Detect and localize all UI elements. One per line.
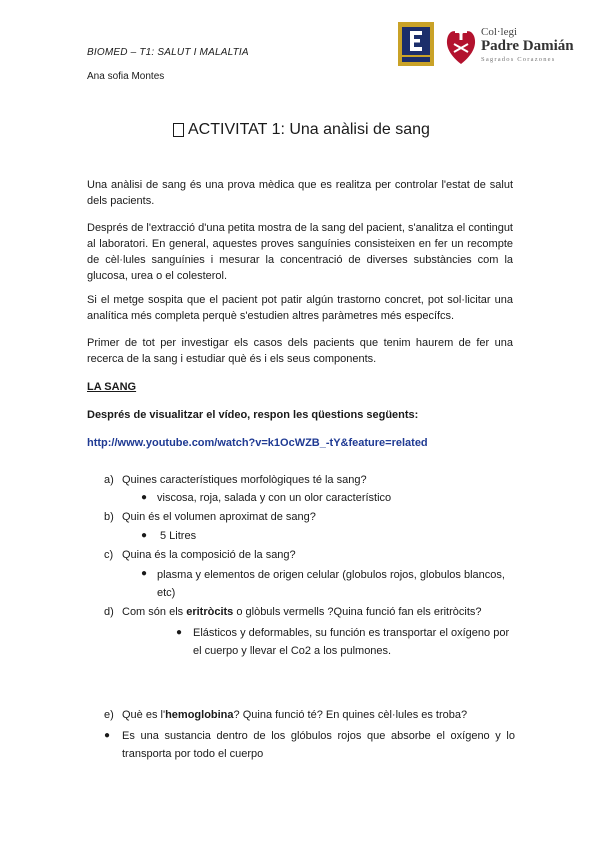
- intro-paragraph-4: Primer de tot per investigar els casos dels pacients que tenim haurem de fer una recerca de la sang i estudiar què és i els seus components.: [87, 337, 513, 365]
- question-d-bold-term: eritròcits: [186, 606, 234, 618]
- e-letter-logo-icon: [398, 22, 434, 66]
- answer-c: plasma y elementos de origen celular (globulos rojos, globulos blancos, etc): [157, 569, 505, 599]
- bullet-icon: ●: [176, 627, 183, 638]
- intro-paragraph-3: Si el metge sospita que el pacient pot patir algún trastorno concret, pot sol·licitar una analítica més completa perquè s'estudien altres paràmetres més específcs.: [87, 294, 513, 322]
- bullet-icon: ●: [141, 492, 148, 503]
- question-e-text: [122, 709, 467, 721]
- question-d-text: [122, 606, 482, 618]
- author-name: Ana sofia Montes: [87, 71, 165, 82]
- question-label: d): [104, 606, 114, 618]
- course-header: BIOMED – T1: SALUT I MALALTIA: [87, 47, 249, 58]
- school-name: Padre Damián: [481, 38, 574, 54]
- question-label: b): [104, 511, 114, 523]
- bullet-icon: ●: [141, 568, 148, 579]
- school-tagline: Sagrados Corazones: [481, 56, 556, 63]
- sacred-hearts-crest-icon: [444, 24, 478, 66]
- page-title: ACTIVITAT 1: Una anàlisi de sang: [188, 121, 430, 138]
- school-label-small: Col·legi: [481, 26, 518, 38]
- question-label: c): [104, 549, 114, 561]
- video-link[interactable]: http://www.youtube.com/watch?v=k1OcWZB_-tY&feature=related: [87, 437, 428, 449]
- question-d-text-end: o glòbuls vermells ?Quina funció fan els eritròcits?: [233, 606, 482, 618]
- answer-e: Es una sustancia dentro de los glóbulos rojos que absorbe el oxígeno y lo transporta por todo el cuerpo: [122, 730, 515, 760]
- instruction-text: Després de visualitzar el vídeo, respon les qüestions següents:: [87, 409, 419, 421]
- bullet-icon: ●: [141, 530, 148, 541]
- question-e-text-end: ? Quina funció té? En quines cèl·lules es troba?: [233, 709, 468, 721]
- question-e-text-start: Què es l': [122, 709, 166, 721]
- question-label: a): [104, 474, 114, 486]
- intro-paragraph-2: Després de l'extracció d'una petita mostra de la sang del pacient, s'analitza el contingut al laboratori. En general, aquestes proves sanguínies consisteixen en fer un recompte de cèl·lules sanguínies i mesurar la concentració de diverses substàncies com la glucosa, urea o el colesterol.: [87, 222, 513, 282]
- section-heading: LA SANG: [87, 381, 137, 393]
- question-d-text-start: Com són els: [122, 606, 187, 618]
- question-label: e): [104, 709, 114, 721]
- answer-b: 5 Litres: [160, 530, 197, 542]
- answer-d: Elásticos y deformables, su función es transportar el oxígeno por el cuerpo y llevar el Co2 a los pulmones.: [193, 627, 510, 657]
- intro-paragraph-1: Una anàlisi de sang és una prova mèdica que es realitza per controlar l'estat de salut dels pacients.: [87, 179, 513, 207]
- answer-a: viscosa, roja, salada y con un olor característico: [157, 492, 392, 504]
- bullet-icon: ●: [104, 730, 111, 741]
- question-a-text: Quines característiques morfològiques té la sang?: [122, 474, 367, 486]
- question-e-bold-term: hemoglobina: [165, 709, 234, 721]
- question-b-text: Quin és el volumen aproximat de sang?: [122, 511, 316, 523]
- question-c-text: Quina és la composició de la sang?: [122, 549, 296, 561]
- missing-glyph-box-icon: [173, 123, 184, 137]
